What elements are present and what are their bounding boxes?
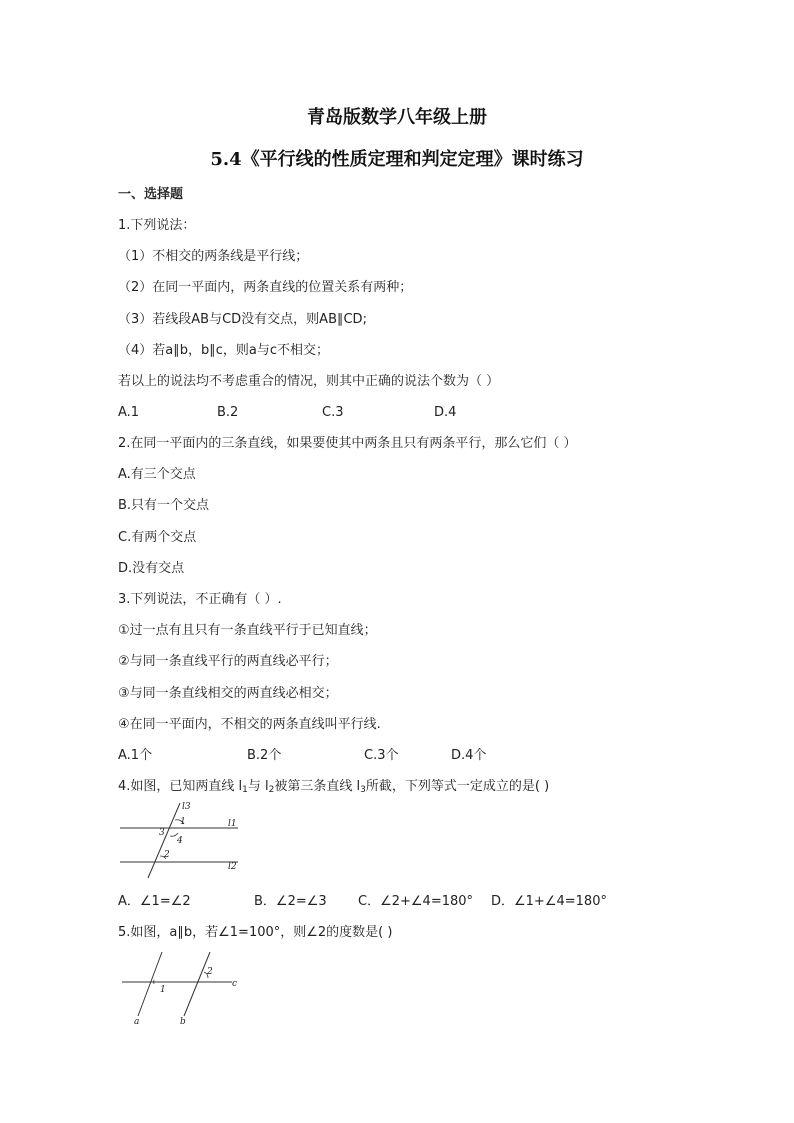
- q4-option-d: D．∠1+∠4=180°: [491, 894, 607, 909]
- q1-option-a: A.1: [118, 405, 140, 420]
- q4-sub-3: 3: [360, 785, 366, 795]
- q2-option-c: C.有两个交点: [118, 530, 197, 545]
- label-angle-3: 3: [159, 828, 165, 838]
- q3-item-1: ①过一点有且只有一条直线平行于已知直线；: [118, 623, 377, 638]
- q1-item-4: （4）若a∥b，b∥c，则a与c不相交；: [118, 343, 330, 358]
- q3-option-c: C.3个: [364, 748, 399, 763]
- q5-stem: 5.如图，a∥b，若∠1=100°，则∠2的度数是( ): [118, 925, 393, 940]
- q4-option-a: A．∠1=∠2: [118, 894, 191, 909]
- q4-sub-1: 1: [242, 785, 248, 795]
- label-angle-4: 4: [177, 836, 183, 846]
- q1-option-b: B.2: [217, 405, 239, 420]
- label-angle-1: 1: [160, 985, 166, 995]
- document-title: 青岛版数学八年级上册: [307, 107, 487, 128]
- label-l2: l2: [228, 862, 237, 872]
- q4-stem-part: 所截，下列等式一定成立的是( ): [365, 779, 550, 794]
- q4-stem-part: 与 l: [247, 779, 269, 794]
- q1-item-3: （3）若线段AB与CD没有交点，则AB∥CD;: [118, 312, 367, 327]
- q4-stem-part: 被第三条直线 l: [274, 779, 361, 794]
- section-heading: 一、选择题: [118, 187, 184, 202]
- label-b: b: [180, 1017, 186, 1027]
- q4-figure: [118, 800, 240, 880]
- label-angle-1: 1: [180, 817, 186, 827]
- q3-option-b: B.2个: [247, 748, 282, 763]
- q4-option-b: B．∠2=∠3: [254, 894, 327, 909]
- q3-item-2: ②与同一条直线平行的两直线必平行；: [118, 654, 338, 669]
- q1-item-2: （2）在同一平面内，两条直线的位置关系有两种；: [118, 280, 413, 295]
- q5-figure: [118, 950, 242, 1028]
- label-angle-2: 2: [207, 967, 213, 977]
- q3-option-d: D.4个: [451, 748, 487, 763]
- label-l1: l1: [228, 819, 237, 829]
- label-angle-2: 2: [164, 850, 170, 860]
- line-l3: [148, 803, 180, 878]
- label-c: c: [232, 979, 238, 989]
- q1-stem: 1.下列说法：: [118, 218, 196, 233]
- label-a: a: [134, 1017, 140, 1027]
- q2-option-b: B.只有一个交点: [118, 498, 210, 513]
- q1-option-c: C.3: [322, 405, 344, 420]
- q1-question: 若以上的说法均不考虑重合的情况，则其中正确的说法个数为（ ）: [118, 374, 500, 389]
- q1-option-d: D.4: [434, 405, 457, 420]
- q4-stem: [118, 778, 549, 796]
- q2-option-a: A.有三个交点: [118, 467, 196, 482]
- q4-option-c: C．∠2+∠4=180°: [358, 894, 474, 909]
- q3-item-3: ③与同一条直线相交的两直线必相交；: [118, 686, 338, 701]
- q2-stem: 2.在同一平面内的三条直线，如果要使其中两条且只有两条平行，那么它们（ ）: [118, 436, 577, 451]
- q1-item-1: （1）不相交的两条线是平行线；: [118, 249, 309, 264]
- line-b: [184, 952, 210, 1016]
- q3-stem: 3.下列说法，不正确有（ ）.: [118, 592, 282, 607]
- line-a: [138, 952, 162, 1016]
- q4-stem-part: 4.如图，已知两直线 l: [118, 779, 243, 794]
- q3-option-a: A.1个: [118, 748, 153, 763]
- q2-option-d: D.没有交点: [118, 561, 185, 576]
- q4-sub-2: 2: [268, 785, 275, 795]
- document-subtitle: 5.4《平行线的性质定理和判定定理》课时练习: [210, 149, 584, 170]
- q3-item-4: ④在同一平面内，不相交的两条直线叫平行线.: [118, 717, 381, 732]
- label-l3: l3: [182, 802, 191, 812]
